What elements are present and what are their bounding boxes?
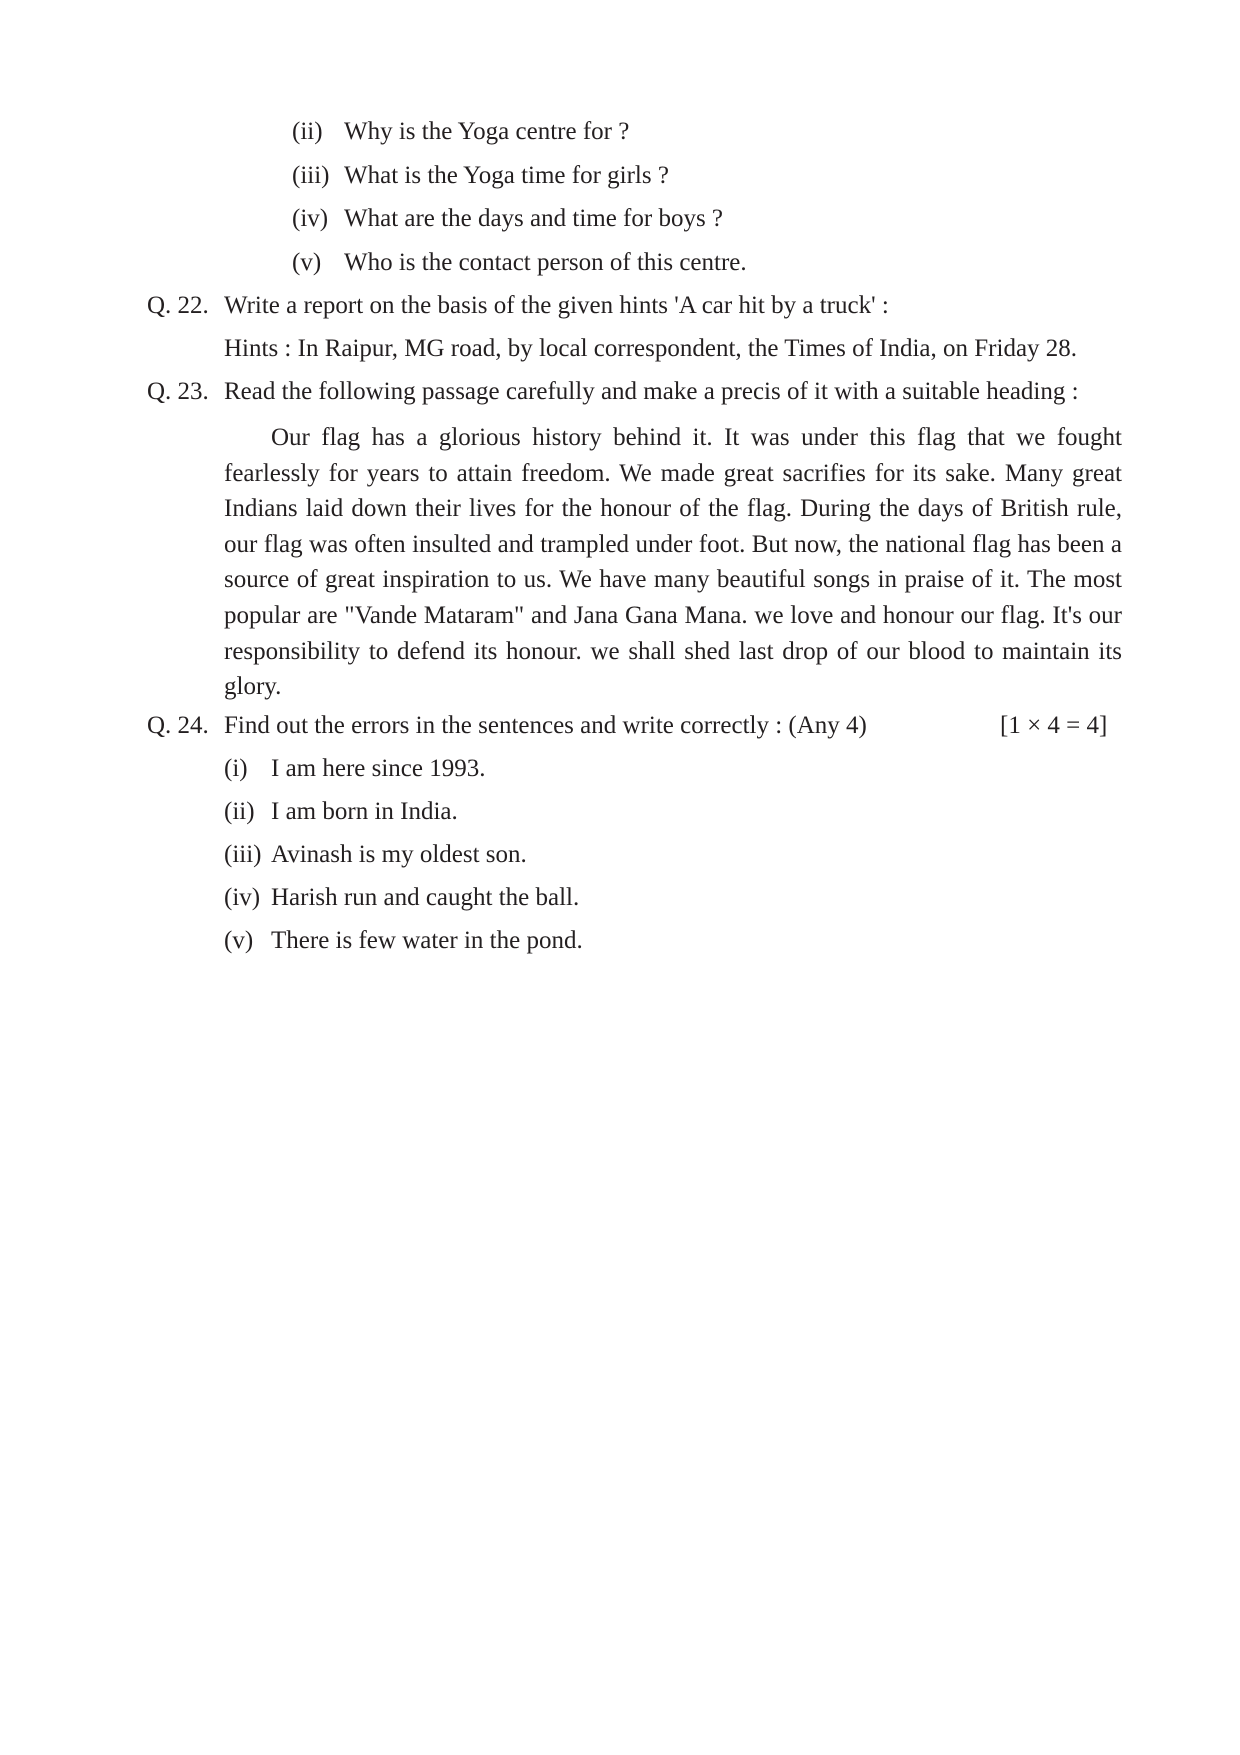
question-number: Q. 24.	[147, 712, 209, 739]
q24-item-text: Harish run and caught the ball.	[271, 884, 580, 911]
q24-item-number: (iv)	[224, 884, 261, 911]
q24-item-number: (v)	[224, 927, 254, 954]
q21-item-number: (ii)	[292, 118, 323, 145]
marks-label: [1 × 4 = 4]	[1000, 712, 1108, 739]
q24-item-text: I am born in India.	[271, 798, 458, 825]
q21-item-number: (v)	[292, 249, 322, 276]
q21-item-text: Who is the contact person of this centre.	[344, 249, 747, 276]
q24-item-text: I am here since 1993.	[271, 755, 486, 782]
passage-text: Our flag has a glorious history behind it. It was under this flag that we fought fearlessly for years to attain freedom. We made great sacrifies for its sake. Many great Indians laid down their lives for the honour of the flag. During the days of British rule, our flag was often insulted and trampled under foot. But now, the national flag has been a source of great inspiration to us. We have many beautiful songs in praise of it. The most popular are "Vande Mataram" and Jana Gana Mana. we love and honour our flag. It's our responsibility to defend its honour. we shall shed last drop of our blood to maintain its glory.	[224, 424, 1122, 701]
question-text: Write a report on the basis of the given hints 'A car hit by a truck' :	[224, 292, 889, 319]
q24-item-number: (i)	[224, 755, 248, 782]
question-number: Q. 23.	[147, 378, 209, 405]
q24-item-number: (ii)	[224, 798, 255, 825]
question-text: Find out the errors in the sentences and write correctly : (Any 4)	[224, 712, 867, 739]
hints-text: Hints : In Raipur, MG road, by local correspondent, the Times of India, on Friday 28.	[224, 335, 1078, 362]
question-number: Q. 22.	[147, 292, 209, 319]
q21-item-text: What is the Yoga time for girls ?	[344, 162, 669, 189]
question-text: Read the following passage carefully and make a precis of it with a suitable heading :	[224, 378, 1079, 405]
q21-item-number: (iii)	[292, 162, 330, 189]
q21-item-number: (iv)	[292, 205, 329, 232]
q21-item-text: Why is the Yoga centre for ?	[344, 118, 630, 145]
q24-item-number: (iii)	[224, 841, 262, 868]
q21-item-text: What are the days and time for boys ?	[344, 205, 724, 232]
q24-item-text: There is few water in the pond.	[271, 927, 583, 954]
q24-item-text: Avinash is my oldest son.	[271, 841, 527, 868]
